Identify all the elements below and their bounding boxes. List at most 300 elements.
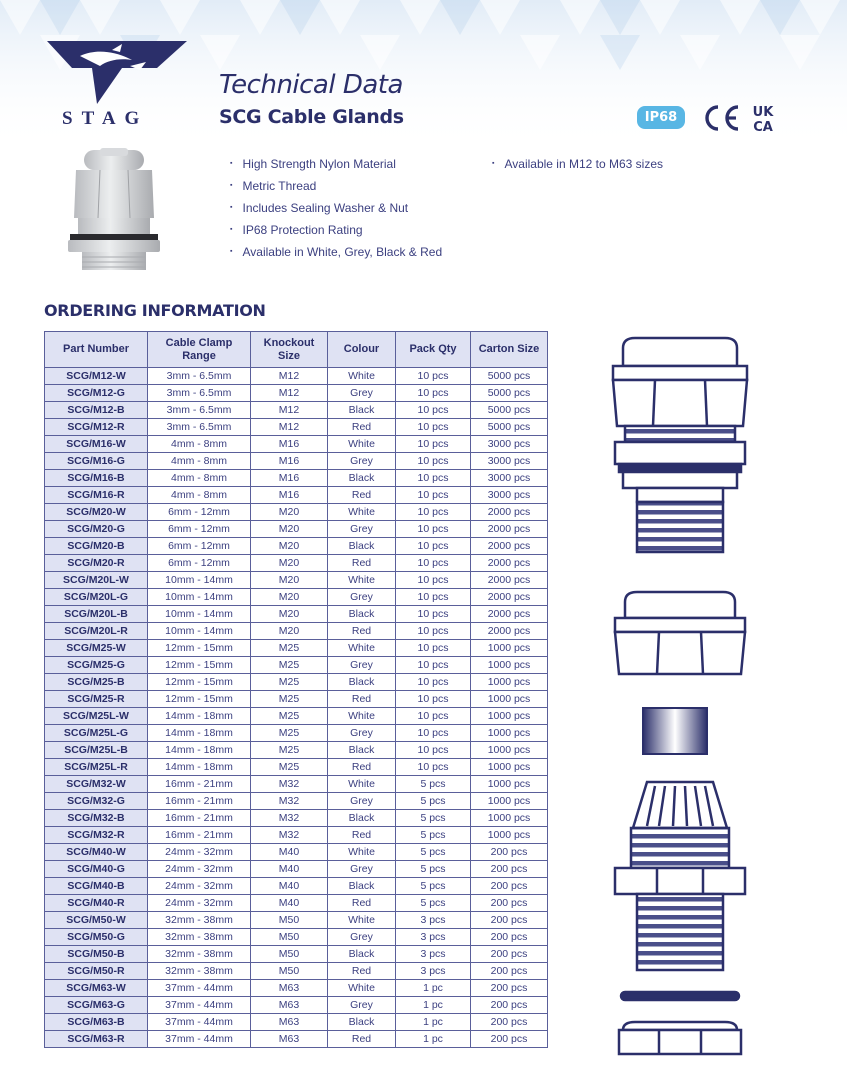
part-number-cell: SCG/M12-G — [45, 385, 148, 402]
carton-size-cell: 200 pcs — [471, 929, 548, 946]
knockout-size-cell: M25 — [251, 657, 328, 674]
carton-size-cell: 1000 pcs — [471, 810, 548, 827]
ukca-mark-bottom: CA — [753, 120, 773, 133]
clamp-range-cell: 37mm - 44mm — [148, 997, 251, 1014]
colour-cell: Red — [328, 691, 396, 708]
carton-size-cell: 3000 pcs — [471, 436, 548, 453]
colour-cell: Grey — [328, 793, 396, 810]
part-number-cell: SCG/M16-B — [45, 470, 148, 487]
knockout-size-cell: M40 — [251, 895, 328, 912]
col-header-pack-qty: Pack Qty — [396, 332, 471, 368]
pack-qty-cell: 10 pcs — [396, 436, 471, 453]
clamp-range-cell: 3mm - 6.5mm — [148, 385, 251, 402]
clamp-range-cell: 3mm - 6.5mm — [148, 402, 251, 419]
knockout-size-cell: M25 — [251, 708, 328, 725]
colour-cell: Grey — [328, 657, 396, 674]
carton-size-cell: 2000 pcs — [471, 521, 548, 538]
clamp-range-cell: 14mm - 18mm — [148, 742, 251, 759]
clamp-range-cell: 14mm - 18mm — [148, 759, 251, 776]
part-number-cell: SCG/M63-R — [45, 1031, 148, 1048]
page-title: Technical Data — [219, 70, 403, 100]
colour-cell: Black — [328, 1014, 396, 1031]
pack-qty-cell: 5 pcs — [396, 844, 471, 861]
table-row — [45, 674, 548, 691]
part-number-cell: SCG/M50-B — [45, 946, 148, 963]
clamp-range-cell: 32mm - 38mm — [148, 929, 251, 946]
colour-cell: White — [328, 572, 396, 589]
carton-size-cell: 1000 pcs — [471, 827, 548, 844]
knockout-size-cell: M25 — [251, 640, 328, 657]
part-number-cell: SCG/M63-B — [45, 1014, 148, 1031]
clamp-range-cell: 12mm - 15mm — [148, 674, 251, 691]
table-row — [45, 929, 548, 946]
colour-cell: Black — [328, 470, 396, 487]
knockout-size-cell: M63 — [251, 980, 328, 997]
part-number-cell: SCG/M40-G — [45, 861, 148, 878]
part-number-cell: SCG/M20-R — [45, 555, 148, 572]
table-row — [45, 436, 548, 453]
pack-qty-cell: 10 pcs — [396, 759, 471, 776]
pack-qty-cell: 5 pcs — [396, 810, 471, 827]
pack-qty-cell: 10 pcs — [396, 640, 471, 657]
part-number-cell: SCG/M32-W — [45, 776, 148, 793]
knockout-size-cell: M32 — [251, 827, 328, 844]
knockout-size-cell: M20 — [251, 521, 328, 538]
colour-cell: White — [328, 504, 396, 521]
colour-cell: Grey — [328, 385, 396, 402]
ukca-mark-top: UK — [752, 105, 774, 120]
carton-size-cell: 200 pcs — [471, 946, 548, 963]
knockout-size-cell: M32 — [251, 793, 328, 810]
carton-size-cell: 1000 pcs — [471, 776, 548, 793]
table-row — [45, 1031, 548, 1048]
table-row — [45, 606, 548, 623]
table-row — [45, 963, 548, 980]
knockout-size-cell: M20 — [251, 504, 328, 521]
feature-item: ▪ High Strength Nylon Material — [230, 156, 442, 178]
col-header-line: Range — [182, 349, 216, 362]
carton-size-cell: 1000 pcs — [471, 674, 548, 691]
table-row — [45, 385, 548, 402]
colour-cell: Black — [328, 878, 396, 895]
carton-size-cell: 200 pcs — [471, 861, 548, 878]
carton-size-cell: 5000 pcs — [471, 402, 548, 419]
part-number-cell: SCG/M25L-G — [45, 725, 148, 742]
part-number-cell: SCG/M40-B — [45, 878, 148, 895]
carton-size-cell: 200 pcs — [471, 1014, 548, 1031]
table-body — [45, 368, 548, 1048]
carton-size-cell: 3000 pcs — [471, 453, 548, 470]
colour-cell: White — [328, 980, 396, 997]
pack-qty-cell: 3 pcs — [396, 929, 471, 946]
part-number-cell: SCG/M20-B — [45, 538, 148, 555]
carton-size-cell: 2000 pcs — [471, 623, 548, 640]
pack-qty-cell: 10 pcs — [396, 504, 471, 521]
pack-qty-cell: 5 pcs — [396, 776, 471, 793]
colour-cell: White — [328, 776, 396, 793]
ce-mark-icon — [701, 104, 741, 132]
table-row — [45, 708, 548, 725]
pack-qty-cell: 10 pcs — [396, 453, 471, 470]
colour-cell: Grey — [328, 929, 396, 946]
pack-qty-cell: 10 pcs — [396, 470, 471, 487]
carton-size-cell: 200 pcs — [471, 895, 548, 912]
clamp-range-cell: 4mm - 8mm — [148, 487, 251, 504]
table-row — [45, 470, 548, 487]
knockout-size-cell: M16 — [251, 487, 328, 504]
col-header-line: Cable Clamp — [165, 336, 233, 349]
part-number-cell: SCG/M25-R — [45, 691, 148, 708]
table-header-row — [45, 332, 548, 368]
table-row — [45, 487, 548, 504]
colour-cell: Red — [328, 895, 396, 912]
table-row — [45, 980, 548, 997]
knockout-size-cell: M40 — [251, 878, 328, 895]
carton-size-cell: 1000 pcs — [471, 708, 548, 725]
clamp-range-cell: 10mm - 14mm — [148, 606, 251, 623]
part-number-cell: SCG/M50-G — [45, 929, 148, 946]
pack-qty-cell: 10 pcs — [396, 623, 471, 640]
carton-size-cell: 1000 pcs — [471, 640, 548, 657]
table-row — [45, 844, 548, 861]
colour-cell: Grey — [328, 589, 396, 606]
table-row — [45, 793, 548, 810]
knockout-size-cell: M40 — [251, 844, 328, 861]
col-header-colour: Colour — [328, 332, 396, 368]
pack-qty-cell: 3 pcs — [396, 912, 471, 929]
table-row — [45, 742, 548, 759]
colour-cell: Red — [328, 1031, 396, 1048]
clamp-range-cell: 14mm - 18mm — [148, 725, 251, 742]
ordering-heading: ORDERING INFORMATION — [44, 301, 266, 320]
pack-qty-cell: 10 pcs — [396, 368, 471, 385]
knockout-size-cell: M16 — [251, 436, 328, 453]
knockout-size-cell: M32 — [251, 810, 328, 827]
table-row — [45, 827, 548, 844]
clamp-range-cell: 37mm - 44mm — [148, 1031, 251, 1048]
carton-size-cell: 2000 pcs — [471, 589, 548, 606]
ukca-mark-icon — [748, 103, 778, 133]
pack-qty-cell: 10 pcs — [396, 674, 471, 691]
clamp-range-cell: 4mm - 8mm — [148, 436, 251, 453]
knockout-size-cell: M63 — [251, 1014, 328, 1031]
part-number-cell: SCG/M50-W — [45, 912, 148, 929]
carton-size-cell: 2000 pcs — [471, 504, 548, 521]
carton-size-cell: 200 pcs — [471, 963, 548, 980]
knockout-size-cell: M12 — [251, 402, 328, 419]
colour-cell: Black — [328, 946, 396, 963]
knockout-size-cell: M50 — [251, 963, 328, 980]
knockout-size-cell: M12 — [251, 368, 328, 385]
clamp-range-cell: 16mm - 21mm — [148, 810, 251, 827]
table-row — [45, 368, 548, 385]
clamp-range-cell: 37mm - 44mm — [148, 1014, 251, 1031]
carton-size-cell: 1000 pcs — [471, 793, 548, 810]
knockout-size-cell: M20 — [251, 572, 328, 589]
pack-qty-cell: 5 pcs — [396, 895, 471, 912]
knockout-size-cell: M20 — [251, 538, 328, 555]
table-row — [45, 640, 548, 657]
ordering-table — [44, 331, 548, 1048]
clamp-range-cell: 14mm - 18mm — [148, 708, 251, 725]
carton-size-cell: 3000 pcs — [471, 470, 548, 487]
carton-size-cell: 200 pcs — [471, 997, 548, 1014]
part-number-cell: SCG/M12-B — [45, 402, 148, 419]
col-header-line: Knockout — [263, 336, 315, 349]
ip68-badge: IP68 — [637, 106, 685, 129]
clamp-range-cell: 4mm - 8mm — [148, 453, 251, 470]
part-number-cell: SCG/M25L-B — [45, 742, 148, 759]
clamp-range-cell: 3mm - 6.5mm — [148, 419, 251, 436]
pack-qty-cell: 10 pcs — [396, 691, 471, 708]
table-row — [45, 402, 548, 419]
cable-gland-product-image — [66, 148, 162, 272]
carton-size-cell: 1000 pcs — [471, 742, 548, 759]
carton-size-cell: 1000 pcs — [471, 657, 548, 674]
clamp-range-cell: 37mm - 44mm — [148, 980, 251, 997]
pack-qty-cell: 5 pcs — [396, 878, 471, 895]
feature-item: ▪ IP68 Protection Rating — [230, 222, 442, 244]
part-number-cell: SCG/M20L-W — [45, 572, 148, 589]
carton-size-cell: 1000 pcs — [471, 725, 548, 742]
table-row — [45, 810, 548, 827]
clamp-range-cell: 6mm - 12mm — [148, 555, 251, 572]
knockout-size-cell: M50 — [251, 929, 328, 946]
part-number-cell: SCG/M16-R — [45, 487, 148, 504]
colour-cell: Black — [328, 742, 396, 759]
part-number-cell: SCG/M50-R — [45, 963, 148, 980]
table-row — [45, 861, 548, 878]
table-row — [45, 1014, 548, 1031]
col-header-cable-clamp — [148, 332, 251, 368]
knockout-size-cell: M12 — [251, 385, 328, 402]
clamp-range-cell: 12mm - 15mm — [148, 657, 251, 674]
clamp-range-cell: 10mm - 14mm — [148, 623, 251, 640]
table-row — [45, 453, 548, 470]
clamp-range-cell: 10mm - 14mm — [148, 572, 251, 589]
clamp-range-cell: 6mm - 12mm — [148, 538, 251, 555]
pack-qty-cell: 1 pc — [396, 1014, 471, 1031]
clamp-range-cell: 4mm - 8mm — [148, 470, 251, 487]
pack-qty-cell: 10 pcs — [396, 657, 471, 674]
part-number-cell: SCG/M40-R — [45, 895, 148, 912]
knockout-size-cell: M16 — [251, 453, 328, 470]
colour-cell: White — [328, 844, 396, 861]
table-row — [45, 691, 548, 708]
pack-qty-cell: 10 pcs — [396, 555, 471, 572]
clamp-range-cell: 24mm - 32mm — [148, 878, 251, 895]
pack-qty-cell: 5 pcs — [396, 793, 471, 810]
part-number-cell: SCG/M16-G — [45, 453, 148, 470]
clamp-range-cell: 3mm - 6.5mm — [148, 368, 251, 385]
pack-qty-cell: 1 pc — [396, 1031, 471, 1048]
knockout-size-cell: M20 — [251, 606, 328, 623]
table-row — [45, 555, 548, 572]
pack-qty-cell: 3 pcs — [396, 946, 471, 963]
table-row — [45, 521, 548, 538]
carton-size-cell: 1000 pcs — [471, 759, 548, 776]
colour-cell: Grey — [328, 725, 396, 742]
carton-size-cell: 2000 pcs — [471, 555, 548, 572]
table-row — [45, 759, 548, 776]
part-number-cell: SCG/M25L-R — [45, 759, 148, 776]
colour-cell: Black — [328, 606, 396, 623]
table-row — [45, 878, 548, 895]
carton-size-cell: 200 pcs — [471, 844, 548, 861]
carton-size-cell: 3000 pcs — [471, 487, 548, 504]
clamp-range-cell: 24mm - 32mm — [148, 895, 251, 912]
colour-cell: Black — [328, 538, 396, 555]
knockout-size-cell: M12 — [251, 419, 328, 436]
page-subtitle: SCG Cable Glands — [219, 106, 404, 128]
table-row — [45, 912, 548, 929]
pack-qty-cell: 10 pcs — [396, 742, 471, 759]
part-number-cell: SCG/M25-W — [45, 640, 148, 657]
carton-size-cell: 2000 pcs — [471, 606, 548, 623]
knockout-size-cell: M63 — [251, 997, 328, 1014]
part-number-cell: SCG/M40-W — [45, 844, 148, 861]
clamp-range-cell: 24mm - 32mm — [148, 844, 251, 861]
clamp-range-cell: 12mm - 15mm — [148, 691, 251, 708]
clamp-range-cell: 24mm - 32mm — [148, 861, 251, 878]
carton-size-cell: 200 pcs — [471, 980, 548, 997]
part-number-cell: SCG/M20L-B — [45, 606, 148, 623]
table-row — [45, 657, 548, 674]
colour-cell: White — [328, 640, 396, 657]
colour-cell: White — [328, 368, 396, 385]
colour-cell: White — [328, 912, 396, 929]
table-row — [45, 623, 548, 640]
part-number-cell: SCG/M12-W — [45, 368, 148, 385]
colour-cell: Red — [328, 419, 396, 436]
logo-wordmark: STAG — [62, 108, 149, 129]
knockout-size-cell: M25 — [251, 674, 328, 691]
colour-cell: Red — [328, 623, 396, 640]
knockout-size-cell: M25 — [251, 691, 328, 708]
knockout-size-cell: M50 — [251, 946, 328, 963]
pack-qty-cell: 10 pcs — [396, 402, 471, 419]
colour-cell: White — [328, 436, 396, 453]
pack-qty-cell: 10 pcs — [396, 385, 471, 402]
knockout-size-cell: M40 — [251, 861, 328, 878]
knockout-size-cell: M20 — [251, 589, 328, 606]
table-row — [45, 946, 548, 963]
table-row — [45, 895, 548, 912]
colour-cell: Grey — [328, 521, 396, 538]
clamp-range-cell: 32mm - 38mm — [148, 946, 251, 963]
feature-item: ▪ Includes Sealing Washer & Nut — [230, 200, 442, 222]
part-number-cell: SCG/M16-W — [45, 436, 148, 453]
exploded-gland-diagram — [595, 330, 765, 1060]
part-number-cell: SCG/M12-R — [45, 419, 148, 436]
table-row — [45, 504, 548, 521]
pack-qty-cell: 10 pcs — [396, 487, 471, 504]
feature-list-secondary — [492, 156, 663, 172]
part-number-cell: SCG/M25L-W — [45, 708, 148, 725]
part-number-cell: SCG/M20-W — [45, 504, 148, 521]
part-number-cell: SCG/M32-R — [45, 827, 148, 844]
colour-cell: Grey — [328, 997, 396, 1014]
pack-qty-cell: 5 pcs — [396, 861, 471, 878]
carton-size-cell: 1000 pcs — [471, 691, 548, 708]
clamp-range-cell: 12mm - 15mm — [148, 640, 251, 657]
clamp-range-cell: 6mm - 12mm — [148, 504, 251, 521]
carton-size-cell: 200 pcs — [471, 878, 548, 895]
pack-qty-cell: 10 pcs — [396, 572, 471, 589]
clamp-range-cell: 16mm - 21mm — [148, 793, 251, 810]
pack-qty-cell: 10 pcs — [396, 708, 471, 725]
knockout-size-cell: M16 — [251, 470, 328, 487]
clamp-range-cell: 16mm - 21mm — [148, 776, 251, 793]
knockout-size-cell: M25 — [251, 759, 328, 776]
colour-cell: Red — [328, 827, 396, 844]
table-row — [45, 725, 548, 742]
part-number-cell: SCG/M63-G — [45, 997, 148, 1014]
part-number-cell: SCG/M20L-G — [45, 589, 148, 606]
colour-cell: Red — [328, 487, 396, 504]
part-number-cell: SCG/M32-B — [45, 810, 148, 827]
clamp-range-cell: 32mm - 38mm — [148, 963, 251, 980]
table-row — [45, 776, 548, 793]
carton-size-cell: 2000 pcs — [471, 538, 548, 555]
table-row — [45, 419, 548, 436]
colour-cell: Red — [328, 555, 396, 572]
colour-cell: Black — [328, 402, 396, 419]
colour-cell: Black — [328, 810, 396, 827]
pack-qty-cell: 5 pcs — [396, 827, 471, 844]
carton-size-cell: 200 pcs — [471, 912, 548, 929]
carton-size-cell: 5000 pcs — [471, 385, 548, 402]
carton-size-cell: 2000 pcs — [471, 572, 548, 589]
carton-size-cell: 5000 pcs — [471, 419, 548, 436]
table-row — [45, 538, 548, 555]
colour-cell: Red — [328, 963, 396, 980]
table-row — [45, 997, 548, 1014]
knockout-size-cell: M20 — [251, 555, 328, 572]
knockout-size-cell: M20 — [251, 623, 328, 640]
pack-qty-cell: 10 pcs — [396, 725, 471, 742]
knockout-size-cell: M25 — [251, 742, 328, 759]
carton-size-cell: 5000 pcs — [471, 368, 548, 385]
part-number-cell: SCG/M32-G — [45, 793, 148, 810]
colour-cell: Black — [328, 674, 396, 691]
table-row — [45, 589, 548, 606]
part-number-cell: SCG/M20-G — [45, 521, 148, 538]
part-number-cell: SCG/M25-B — [45, 674, 148, 691]
pack-qty-cell: 10 pcs — [396, 538, 471, 555]
knockout-size-cell: M63 — [251, 1031, 328, 1048]
pack-qty-cell: 10 pcs — [396, 606, 471, 623]
knockout-size-cell: M32 — [251, 776, 328, 793]
pack-qty-cell: 3 pcs — [396, 963, 471, 980]
colour-cell: Red — [328, 759, 396, 776]
part-number-cell: SCG/M20L-R — [45, 623, 148, 640]
colour-cell: White — [328, 708, 396, 725]
feature-item: ▪ Available in White, Grey, Black & Red — [230, 244, 442, 266]
part-number-cell: SCG/M25-G — [45, 657, 148, 674]
colour-cell: Grey — [328, 453, 396, 470]
feature-item: ▪ Metric Thread — [230, 178, 442, 200]
clamp-range-cell: 16mm - 21mm — [148, 827, 251, 844]
col-header-part-number: Part Number — [45, 332, 148, 368]
colour-cell: Grey — [328, 861, 396, 878]
clamp-range-cell: 6mm - 12mm — [148, 521, 251, 538]
table-row — [45, 572, 548, 589]
carton-size-cell: 200 pcs — [471, 1031, 548, 1048]
col-header-carton-size: Carton Size — [471, 332, 548, 368]
pack-qty-cell: 10 pcs — [396, 521, 471, 538]
pack-qty-cell: 10 pcs — [396, 419, 471, 436]
